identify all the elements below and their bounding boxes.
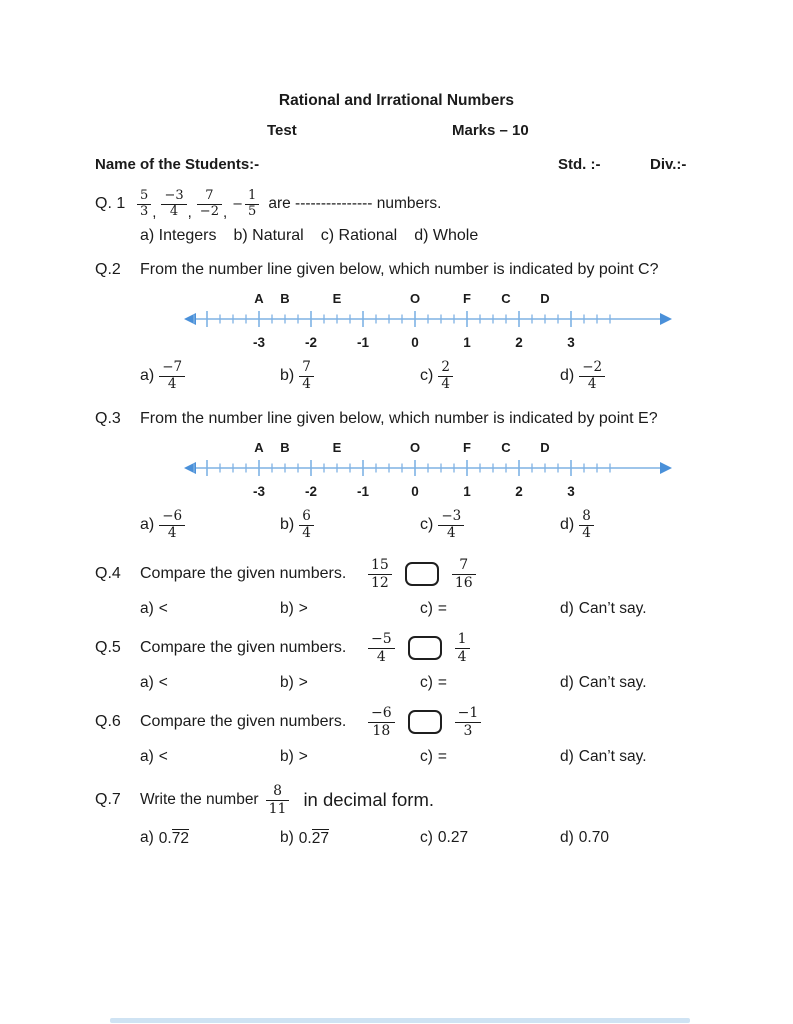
tick-label: 2 (515, 484, 523, 499)
denominator: 4 (587, 375, 597, 392)
option-label: b) (280, 367, 295, 384)
right-arrow-icon (660, 313, 672, 325)
numerator: −2 (579, 360, 605, 377)
option-item[interactable] (280, 504, 314, 546)
fraction (299, 509, 314, 541)
option-value: = (437, 673, 447, 691)
numerator: 1 (245, 189, 259, 205)
option-value: Can’t say. (578, 747, 647, 765)
option-item[interactable] (140, 597, 168, 620)
numerator: 6 (299, 509, 314, 526)
options-row (0, 355, 793, 397)
option-value: < (158, 747, 168, 765)
question-text: are --------------- numbers. (268, 195, 442, 212)
fraction (452, 557, 476, 590)
option-item[interactable] (140, 825, 189, 851)
numerator: 5 (137, 189, 151, 205)
option-item[interactable] (280, 597, 308, 620)
option-label: d) (560, 747, 574, 765)
numerator: −3 (438, 509, 464, 526)
denominator: 3 (140, 203, 149, 219)
options-row (0, 825, 793, 851)
option-value: = (437, 599, 447, 617)
tick-label: 0 (411, 484, 419, 499)
fraction (299, 360, 314, 392)
overline-digits: 72 (171, 829, 189, 847)
point-label: B (280, 291, 290, 306)
option-item[interactable] (140, 671, 168, 694)
fraction (137, 189, 151, 220)
question-text: From the number line given below, which number is indicated by point C? (140, 261, 659, 278)
numerator: −1 (455, 705, 482, 722)
denominator: 4 (376, 648, 386, 665)
point-label: D (540, 291, 550, 306)
option-value: 0.27 (437, 829, 469, 846)
question-text: in decimal form. (303, 789, 435, 810)
option-label: c) (420, 599, 433, 617)
question-row (0, 627, 793, 669)
point-label: A (254, 291, 264, 306)
options-row (0, 745, 793, 768)
bottom-edge-strip (110, 1018, 690, 1023)
options-row (0, 597, 793, 620)
tick-label: 1 (463, 484, 471, 499)
fraction (368, 631, 395, 664)
point-label: C (501, 291, 511, 306)
option-label: c) (420, 516, 434, 533)
question-row (0, 261, 793, 282)
page-title: Rational and Irrational Numbers (278, 92, 515, 109)
option-value: 0.72 (158, 829, 189, 847)
fraction (438, 360, 453, 392)
option-item[interactable] (280, 745, 308, 768)
option-item[interactable]: c) Rational (320, 227, 398, 244)
tick-label: -3 (252, 335, 266, 350)
point-label: A (254, 440, 264, 455)
denominator: 4 (457, 648, 467, 665)
option-item[interactable]: a) Integers (140, 227, 217, 244)
denominator: 4 (167, 524, 177, 541)
option-item[interactable] (420, 504, 464, 546)
option-value: 0.27 (298, 829, 329, 847)
option-item[interactable] (560, 825, 609, 851)
option-label: d) (560, 673, 574, 691)
option-label: c) (420, 829, 433, 846)
option-label: a) (140, 747, 154, 765)
question-text: Compare the given numbers. (140, 565, 347, 582)
fraction (579, 360, 605, 392)
option-item[interactable]: d) Whole (414, 227, 479, 244)
fraction (159, 509, 185, 541)
option-label: d) (560, 599, 574, 617)
numerator: −5 (368, 631, 395, 648)
minus-sign: − (232, 196, 244, 212)
question-number: Q. 1 (95, 195, 126, 212)
option-value: Can’t say. (578, 673, 647, 691)
question-number: Q.2 (95, 261, 121, 278)
fraction (232, 189, 259, 220)
tick-label: 1 (463, 335, 471, 350)
numerator: 7 (452, 557, 476, 574)
fraction (455, 705, 482, 738)
numerator: 7 (299, 360, 314, 377)
option-value: < (158, 599, 168, 617)
test-label: Test (267, 122, 297, 139)
denominator: 4 (446, 524, 456, 541)
numerator: 7 (197, 189, 222, 205)
option-item[interactable] (560, 671, 647, 694)
question-row (0, 553, 793, 595)
right-arrow-icon (660, 462, 672, 474)
numerator: 8 (579, 509, 594, 526)
student-name-label: Name of the Students:- (95, 156, 260, 173)
point-label: F (463, 440, 471, 455)
question-number: Q.7 (95, 791, 121, 808)
denominator: 5 (248, 203, 257, 219)
option-item[interactable] (420, 597, 447, 620)
question-number: Q.5 (95, 639, 121, 656)
option-item[interactable] (140, 355, 185, 397)
tick-label: 2 (515, 335, 523, 350)
option-value: > (298, 747, 308, 765)
question-text: From the number line given below, which number is indicated by point E? (140, 410, 658, 427)
student-info-row (0, 156, 793, 175)
option-value: < (158, 673, 168, 691)
number-line-wrap (182, 436, 793, 502)
option-label: c) (420, 367, 434, 384)
question-number: Q.3 (95, 410, 121, 427)
questions-container (0, 184, 793, 851)
option-label: a) (140, 599, 154, 617)
fraction (438, 509, 464, 541)
fraction (159, 360, 185, 392)
question-text: Write the number (140, 791, 259, 808)
numerator: −7 (159, 360, 185, 377)
option-label: b) (280, 599, 294, 617)
tick-label: -2 (304, 484, 318, 499)
numerator: 8 (266, 783, 290, 800)
denominator: 12 (371, 574, 389, 591)
question-row (0, 410, 793, 431)
denominator: 3 (463, 722, 473, 739)
option-item[interactable] (140, 504, 185, 546)
point-label: O (409, 440, 421, 455)
overline-digits: 27 (311, 829, 329, 847)
numerator: 2 (438, 360, 453, 377)
option-label: a) (140, 829, 154, 846)
option-value: > (298, 599, 308, 617)
question-text: Compare the given numbers. (140, 639, 347, 656)
question-row (0, 778, 793, 822)
option-label: a) (140, 367, 155, 384)
option-item[interactable] (280, 825, 329, 851)
point-label: F (463, 291, 471, 306)
question-row (0, 701, 793, 743)
option-label: a) (140, 516, 155, 533)
point-label: O (409, 291, 421, 306)
denominator: 4 (302, 524, 311, 541)
tick-label: 3 (567, 484, 575, 499)
point-label: E (332, 440, 342, 455)
tick-label: -3 (252, 484, 266, 499)
point-label: B (280, 440, 290, 455)
option-label: b) (280, 516, 295, 533)
answer-box[interactable] (408, 710, 442, 734)
option-label: b) (280, 829, 294, 846)
option-label: d) (560, 829, 574, 846)
number-line (182, 436, 674, 502)
denominator: 16 (454, 574, 473, 591)
number-line-wrap (182, 287, 793, 353)
fraction (368, 557, 392, 590)
options-row (0, 504, 793, 546)
option-label: d) (560, 367, 575, 384)
denominator: 4 (169, 203, 179, 219)
div-label: Div.:- (650, 156, 687, 173)
denominator: 4 (441, 375, 450, 392)
answer-box[interactable] (408, 636, 442, 660)
option-label: d) (560, 516, 575, 533)
denominator: 18 (372, 722, 391, 739)
point-label: E (332, 291, 342, 306)
option-label: c) (420, 747, 433, 765)
option-item[interactable] (280, 355, 314, 397)
tick-label: -1 (356, 484, 370, 499)
tick-label: -1 (356, 335, 370, 350)
point-label: D (540, 440, 550, 455)
fraction (161, 189, 186, 220)
question-number: Q.6 (95, 713, 121, 730)
fraction (266, 783, 290, 816)
numerator: 1 (455, 631, 470, 648)
option-item[interactable] (280, 671, 308, 694)
denominator: −2 (199, 203, 219, 219)
numerator: −6 (368, 705, 395, 722)
option-item[interactable] (420, 825, 468, 851)
denominator: 11 (268, 800, 287, 817)
question-number: Q.4 (95, 565, 121, 582)
option-value: = (437, 747, 447, 765)
fraction (455, 631, 470, 664)
point-label: C (501, 440, 511, 455)
option-item[interactable] (560, 597, 647, 620)
tick-label: -2 (304, 335, 318, 350)
numerator: −6 (159, 509, 185, 526)
tick-label: 0 (411, 335, 419, 350)
option-value: Can’t say. (578, 599, 647, 617)
option-value: > (298, 673, 308, 691)
denominator: 4 (582, 524, 591, 541)
option-item[interactable] (420, 671, 447, 694)
tick-label: 3 (567, 335, 575, 350)
option-item[interactable] (560, 355, 605, 397)
option-item[interactable] (560, 745, 647, 768)
fraction (197, 189, 222, 220)
denominator: 4 (167, 375, 177, 392)
option-label: a) (140, 673, 154, 691)
options-row (0, 671, 793, 694)
option-item[interactable] (560, 504, 594, 546)
fraction (579, 509, 594, 541)
marks-label: Marks – 10 (452, 122, 529, 139)
option-value: 0.70 (578, 829, 609, 846)
number-line (182, 287, 674, 353)
option-item[interactable] (420, 745, 447, 768)
option-label: b) (280, 673, 294, 691)
numerator: −3 (161, 189, 186, 205)
option-item[interactable] (140, 745, 168, 768)
option-label: b) (280, 747, 294, 765)
option-label: c) (420, 673, 433, 691)
std-label: Std. :- (558, 156, 601, 173)
denominator: 4 (302, 375, 311, 392)
subtitle-row (0, 122, 793, 141)
question-text: Compare the given numbers. (140, 713, 347, 730)
answer-box[interactable] (405, 562, 439, 586)
options-row (0, 227, 793, 248)
option-item[interactable] (420, 355, 453, 397)
numerator: 15 (368, 557, 392, 574)
question-row: Q. 1 $\frac{5}{3}$ , $\frac{-3}{4}$ , $\frac{7}{-2}$ , − $\frac{1}{5}$ are --------------- numbers. (95, 187, 442, 221)
option-item[interactable]: b) Natural (233, 227, 304, 244)
fraction (368, 705, 395, 738)
